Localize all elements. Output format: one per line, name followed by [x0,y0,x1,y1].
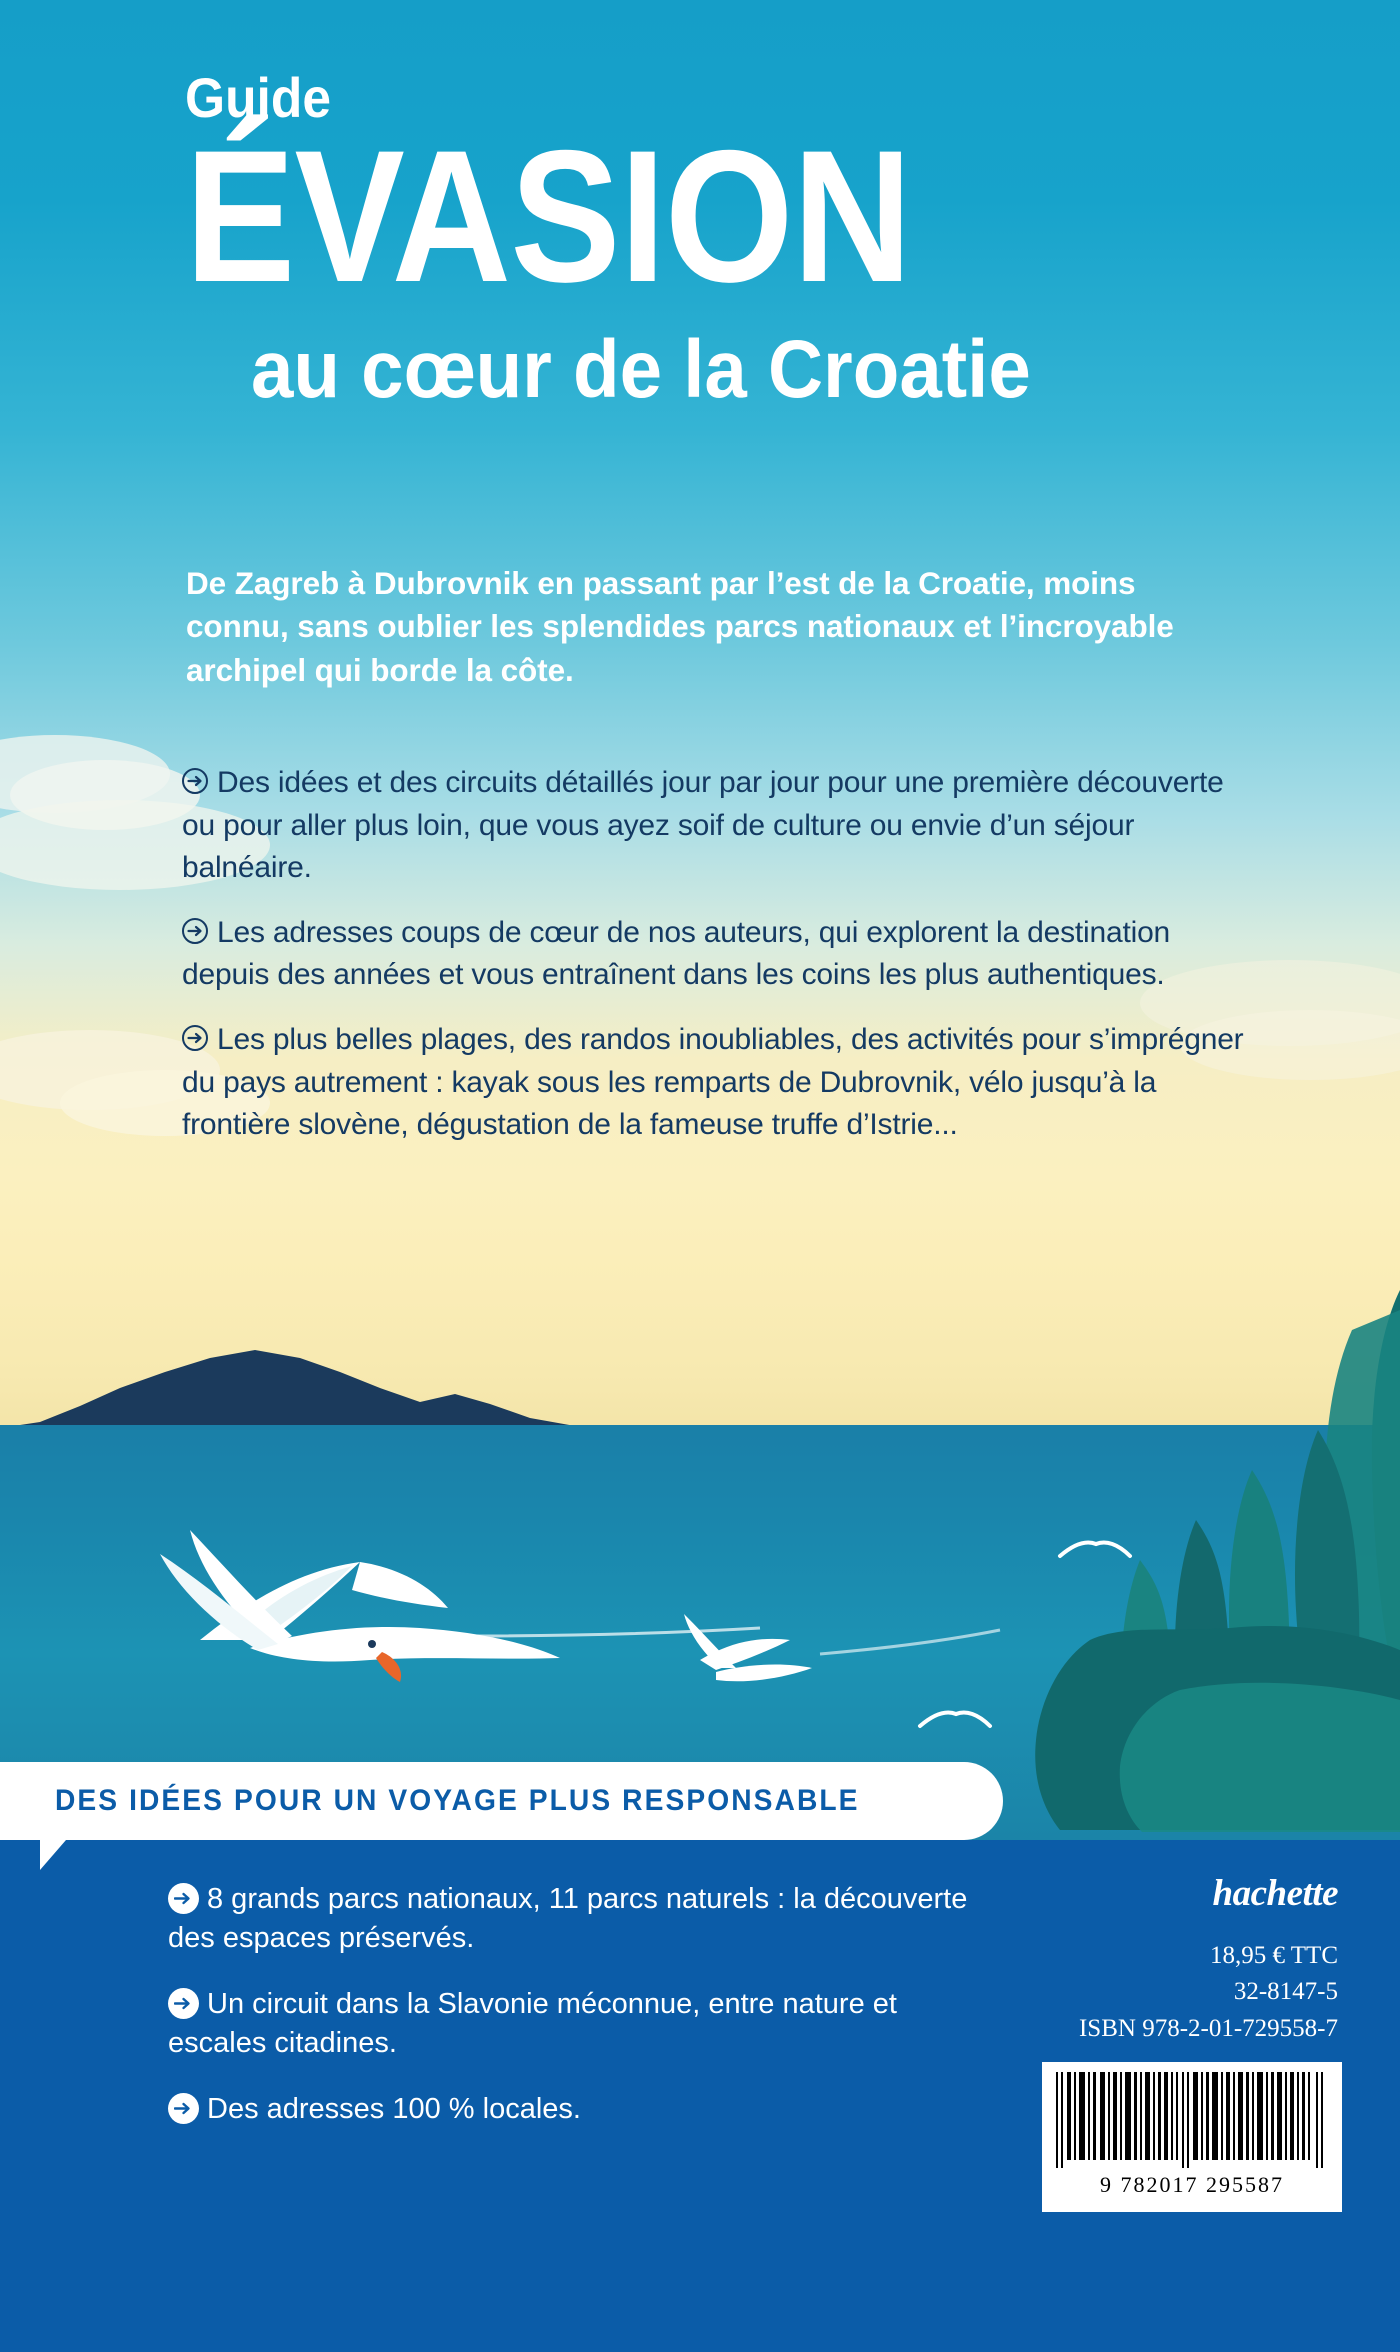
subtitle: au cœur de la Croatie [251,323,1031,415]
responsible-list [168,1880,988,2155]
reference-code: 32-8147-5 [1233,1978,1338,2006]
barcode-number: 9 782017 295587 [1100,2172,1284,2197]
publisher-logo: hachette [1212,1873,1338,1914]
feature-list [182,762,1252,1169]
arrow-right-icon [168,2093,199,2124]
responsible-item [168,2090,988,2129]
barcode-bars [1054,2072,1330,2168]
price-block [1079,1938,1338,2047]
arrow-right-icon [182,768,208,794]
arrow-right-icon [182,1025,208,1051]
feature-item [182,762,1252,890]
price: 18,95 € TTC [1209,1942,1338,1969]
ribbon-label: DES IDÉES POUR UN VOYAGE PLUS RESPONSABLE [55,1784,860,1817]
responsible-item [168,1880,988,1959]
isbn: ISBN 978-2-01-729558-7 [1078,2014,1338,2042]
barcode [1042,2062,1342,2212]
series-word: Guide [185,66,331,129]
arrow-right-icon [182,918,208,944]
responsible-item [168,1985,988,2064]
ribbon-tail [40,1840,66,1870]
responsible-text: Des adresses 100 % locales. [207,2092,581,2125]
arrow-right-icon [168,1988,199,2019]
responsible-text: Un circuit dans la Slavonie méconnue, entre nature et escales citadines. [168,1987,897,2060]
main-title: ÉVASION [185,111,912,321]
feature-text: Les adresses coups de cœur de nos auteurs, qui explorent la destination depuis des années et vous entraînent dans les coins les plus authentiques. [182,915,1171,992]
lead-paragraph: De Zagreb à Dubrovnik en passant par l’est de la Croatie, moins connu, sans oublier les splendides parcs nationaux et l’incroyable archipel qui borde la côte. [186,565,1174,688]
responsible-text: 8 grands parcs nationaux, 11 parcs naturels : la découverte des espaces préservés. [168,1883,968,1955]
title-block [185,66,1245,415]
feature-text: Les plus belles plages, des randos inoubliables, des activités pour s’imprégner du pays autrement : kayak sous les remparts de Dubrovnik, vélo jusqu’à la frontière slovène, dégustation de la fameuse truffe d’Istrie... [182,1022,1244,1142]
feature-item [182,1019,1252,1147]
arrow-right-icon [168,1883,199,1914]
feature-item [182,912,1252,997]
feature-text: Des idées et des circuits détaillés jour par jour pour une première découverte ou pour aller plus loin, que vous ayez soif de culture ou envie d’un séjour balnéaire. [182,766,1224,885]
responsible-ribbon [0,1762,1003,1840]
